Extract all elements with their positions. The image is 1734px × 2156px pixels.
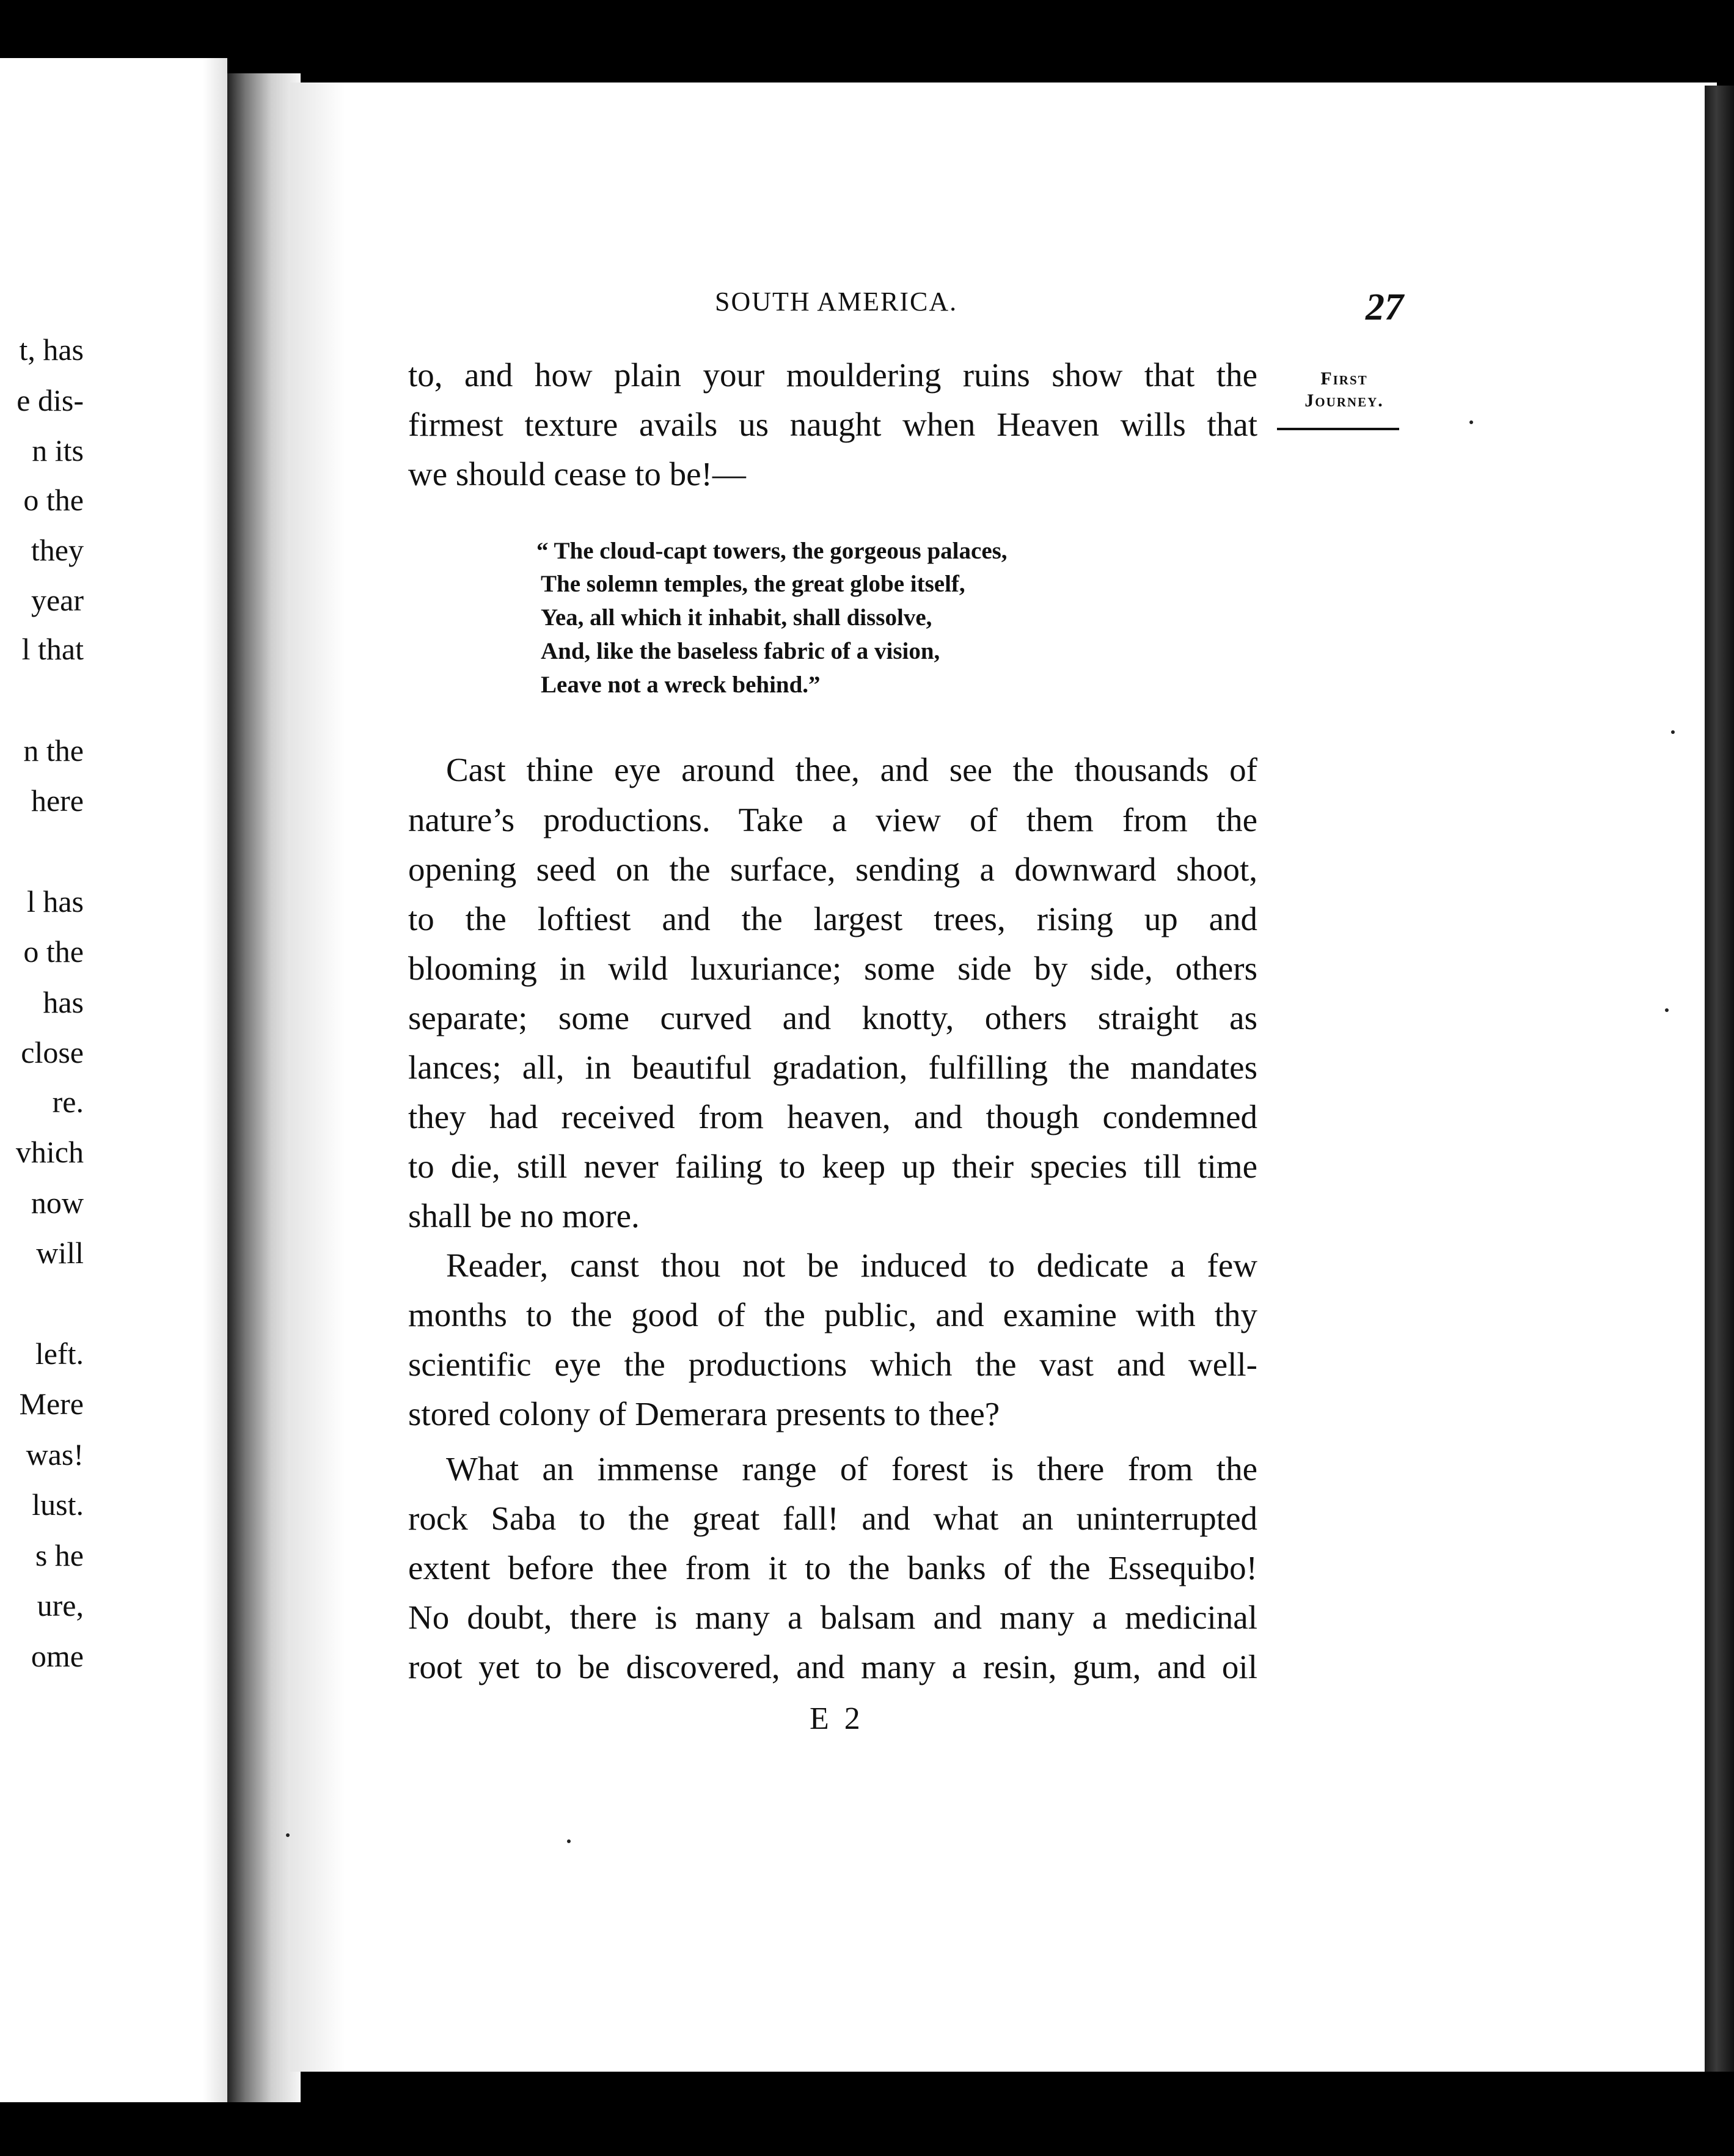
left-page-line: ome: [31, 1639, 84, 1673]
body-line: rock Saba to the great fall! and what an uninterrupted: [408, 1500, 1257, 1537]
left-page-line: vhich: [15, 1135, 84, 1169]
body-line: separate; some curved and knotty, others straight as: [408, 999, 1257, 1036]
running-head: SOUTH AMERICA.: [715, 287, 958, 317]
left-page-line: ure,: [37, 1588, 84, 1623]
left-page-line: n the: [23, 733, 84, 768]
body-line: No doubt, there is many a balsam and many a medicinal: [408, 1599, 1257, 1636]
body-line: to the loftiest and the largest trees, rising up and: [408, 900, 1257, 937]
left-page-line: close: [21, 1035, 84, 1069]
page-gutter-shadow: [203, 58, 227, 2102]
left-page-line: was!: [26, 1437, 84, 1472]
body-line: to, and how plain your mouldering ruins show that the: [408, 356, 1257, 394]
left-page-line: re.: [52, 1085, 84, 1119]
left-page-line: lust.: [32, 1487, 84, 1522]
quote-line: Yea, all which it inhabit, shall dissolve,: [541, 604, 932, 631]
marginal-rule: [1277, 428, 1399, 430]
body-line: nature’s productions. Take a view of them from the: [408, 801, 1257, 838]
marginal-note-line: Journey.: [1304, 391, 1384, 411]
body-line: months to the good of the public, and examine with thy: [408, 1296, 1257, 1333]
left-page-line: o the: [23, 934, 84, 969]
left-page-line: e dis-: [16, 383, 84, 417]
left-page-line: t, has: [19, 332, 84, 367]
left-page-line: will: [36, 1236, 84, 1270]
page-shade: [290, 82, 345, 2072]
left-page-line: year: [31, 583, 84, 617]
book-edge: [1705, 86, 1734, 2072]
quote-line: Leave not a wreck behind.”: [541, 672, 821, 698]
body-line: root yet to be discovered, and many a resin, gum, and oil: [408, 1648, 1257, 1685]
quote-line: “ The cloud-capt towers, the gorgeous palaces,: [536, 538, 1008, 564]
dust-speck: [1469, 420, 1473, 424]
book-gutter: [227, 73, 301, 2102]
quote-line: The solemn temples, the great globe itself,: [541, 571, 965, 597]
marginal-note: [1289, 367, 1399, 413]
body-line: What an immense range of forest is there from the: [446, 1450, 1257, 1487]
left-page-line: now: [31, 1186, 84, 1220]
left-page-line: left.: [35, 1336, 84, 1371]
body-line: we should cease to be!—: [408, 455, 746, 493]
body-line: Reader, canst thou not be induced to dedicate a few: [446, 1247, 1257, 1284]
body-line: to die, still never failing to keep up their species till time: [408, 1148, 1257, 1185]
body-line: Cast thine eye around thee, and see the thousands of: [446, 751, 1257, 788]
body-line: scientific eye the productions which the vast and well-: [408, 1346, 1257, 1383]
signature-mark: E 2: [810, 1701, 864, 1736]
marginal-note-line: First: [1320, 369, 1368, 389]
quote-line: And, like the baseless fabric of a vision,: [541, 638, 940, 664]
left-page-line: n its: [32, 433, 84, 468]
left-page-line: l has: [26, 884, 84, 919]
body-line: blooming in wild luxuriance; some side by side, others: [408, 950, 1257, 987]
body-line: opening seed on the surface, sending a downward shoot,: [408, 851, 1257, 888]
dust-speck: [286, 1833, 290, 1837]
body-line: firmest texture avails us naught when Heaven wills that: [408, 406, 1257, 443]
body-line: they had received from heaven, and though condemned: [408, 1098, 1257, 1135]
left-page-line: o the: [23, 483, 84, 517]
dust-speck: [1665, 1008, 1669, 1012]
left-page-line: has: [43, 985, 84, 1019]
left-page-line: they: [31, 533, 84, 567]
left-page-line: s he: [35, 1538, 84, 1572]
dust-speck: [1671, 730, 1675, 734]
body-line: shall be no more.: [408, 1197, 640, 1234]
body-line: lances; all, in beautiful gradation, fulfilling the mandates: [408, 1049, 1257, 1086]
left-page-line: here: [31, 783, 84, 818]
left-page-line: Mere: [19, 1387, 84, 1421]
dust-speck: [567, 1839, 571, 1843]
previous-page-fragment: [0, 58, 227, 2102]
left-page-line: l that: [21, 632, 84, 666]
body-line: stored colony of Demerara presents to thee?: [408, 1395, 1000, 1432]
body-line: extent before thee from it to the banks of the Essequibo!: [408, 1549, 1257, 1586]
page-number: 27: [1366, 287, 1403, 328]
